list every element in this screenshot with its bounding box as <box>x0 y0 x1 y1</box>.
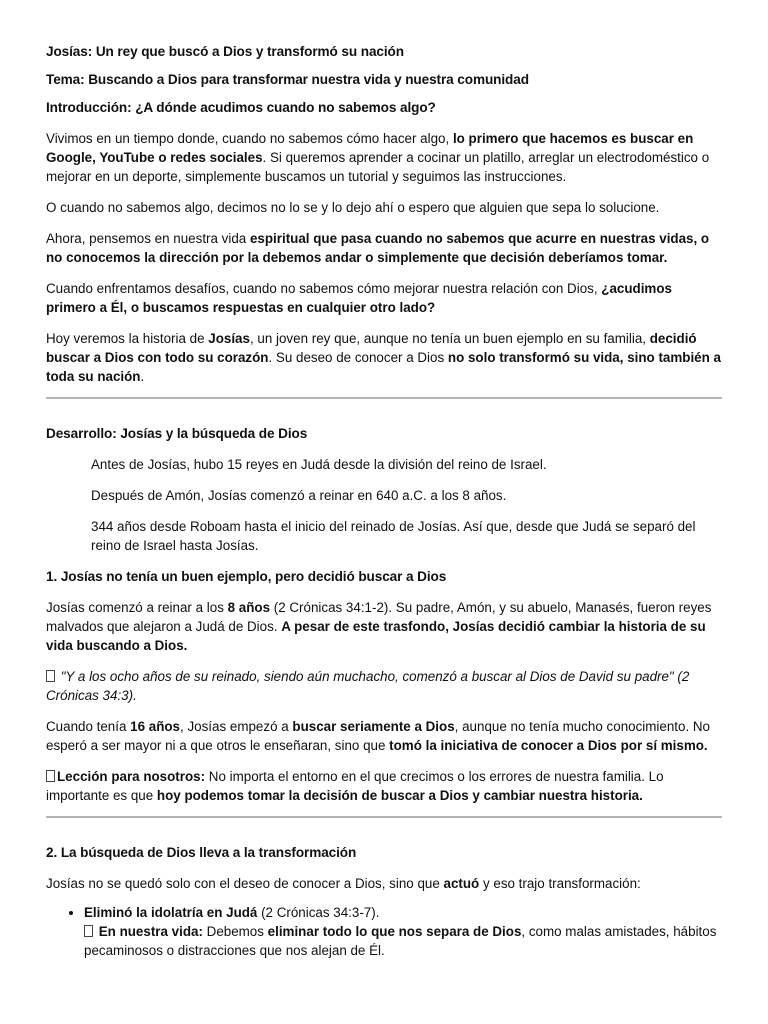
bible-quote: "Y a los ocho años de su reinado, siendo aún muchacho, comenzó a buscar al Dios de David su padre" (2 Crónicas 34:3). <box>46 669 690 703</box>
intro-paragraph-2: O cuando no sabemos algo, decimos no lo se y lo dejo ahí o espero que alguien que sepa lo solucione. <box>46 200 660 215</box>
section-1-paragraph-2: Cuando tenía 16 años, Josías empezó a buscar seriamente a Dios, aunque no tenía mucho conocimiento. No esperó a ser mayor ni a que otros le enseñaran, sino que tomó la iniciativa de conocer a Dios por sí mismo. <box>46 719 711 753</box>
lesson-paragraph: Lección para nosotros: No importa el entorno en el que crecimos o los errores de nuestra familia. Lo importante es que hoy podemos tomar la decisión de buscar a Dios y cambiar nuestra historia. <box>46 769 664 803</box>
section-1-heading: 1. Josías no tenía un buen ejemplo, pero decidió buscar a Dios <box>46 569 447 584</box>
theme-heading: Tema: Buscando a Dios para transformar nuestra vida y nuestra comunidad <box>46 72 529 87</box>
development-item: 344 años desde Roboam hasta el inicio del reinado de Josías. Así que, desde que Judá se separó del reino de Israel hasta Josías. <box>91 519 696 553</box>
check-icon <box>84 925 93 937</box>
intro-paragraph-4: Cuando enfrentamos desafíos, cuando no sabemos cómo mejorar nuestra relación con Dios, ¿acudimos primero a Él, o buscamos respuestas en cualquier otro lado? <box>46 281 672 315</box>
section-1-paragraph-1: Josías comenzó a reinar a los 8 años (2 Crónicas 34:1-2). Su padre, Amón, y su abuelo, Manasés, fueron reyes malvados que alejaron a Judá de Dios. A pesar de este trasfondo, Josías decidió cambiar la historia de su vida buscando a Dios. <box>46 600 712 653</box>
document-title: Josías: Un rey que buscó a Dios y transformó su nación <box>46 44 404 59</box>
book-icon <box>46 670 55 682</box>
development-item: Antes de Josías, hubo 15 reyes en Judá desde la división del reino de Israel. <box>91 457 547 472</box>
section-2-paragraph-1: Josías no se quedó solo con el deseo de conocer a Dios, sino que actuó y eso trajo transformación: <box>46 876 641 891</box>
section-divider <box>46 816 722 818</box>
intro-paragraph-1: Vivimos en un tiempo donde, cuando no sabemos cómo hacer algo, lo primero que hacemos es buscar en Google, YouTube o redes sociales. Si queremos aprender a cocinar un platillo, arreglar un electrodoméstico o mejorar en un deporte, simplemente buscamos un tutorial y seguimos las instrucciones. <box>46 131 710 184</box>
development-heading: Desarrollo: Josías y la búsqueda de Dios <box>46 426 308 441</box>
lightbulb-icon <box>46 770 55 782</box>
intro-paragraph-5: Hoy veremos la historia de Josías, un joven rey que, aunque no tenía un buen ejemplo en su familia, decidió buscar a Dios con todo su corazón. Su deseo de conocer a Dios no solo transformó su vida, sino también a toda su nación. <box>46 331 721 384</box>
list-item: • Eliminó la idolatría en Judá (2 Crónicas 34:3-7). En nuestra vida: Debemos eliminar todo lo que nos separa de Dios, como malas amistades, hábitos pecaminosos o distracciones que nos alejan de Él. <box>84 903 722 960</box>
intro-heading: Introducción: ¿A dónde acudimos cuando no sabemos algo? <box>46 100 436 115</box>
section-2-heading: 2. La búsqueda de Dios lleva a la transformación <box>46 845 357 860</box>
development-item: Después de Amón, Josías comenzó a reinar en 640 a.C. a los 8 años. <box>91 488 507 503</box>
transformation-list <box>46 903 722 960</box>
section-divider <box>46 397 722 399</box>
intro-paragraph-3: Ahora, pensemos en nuestra vida espiritual que pasa cuando no sabemos que acurre en nuestras vidas, o no conocemos la dirección por la debemos andar o simplemente que decisión deberíamos tomar. <box>46 231 710 265</box>
